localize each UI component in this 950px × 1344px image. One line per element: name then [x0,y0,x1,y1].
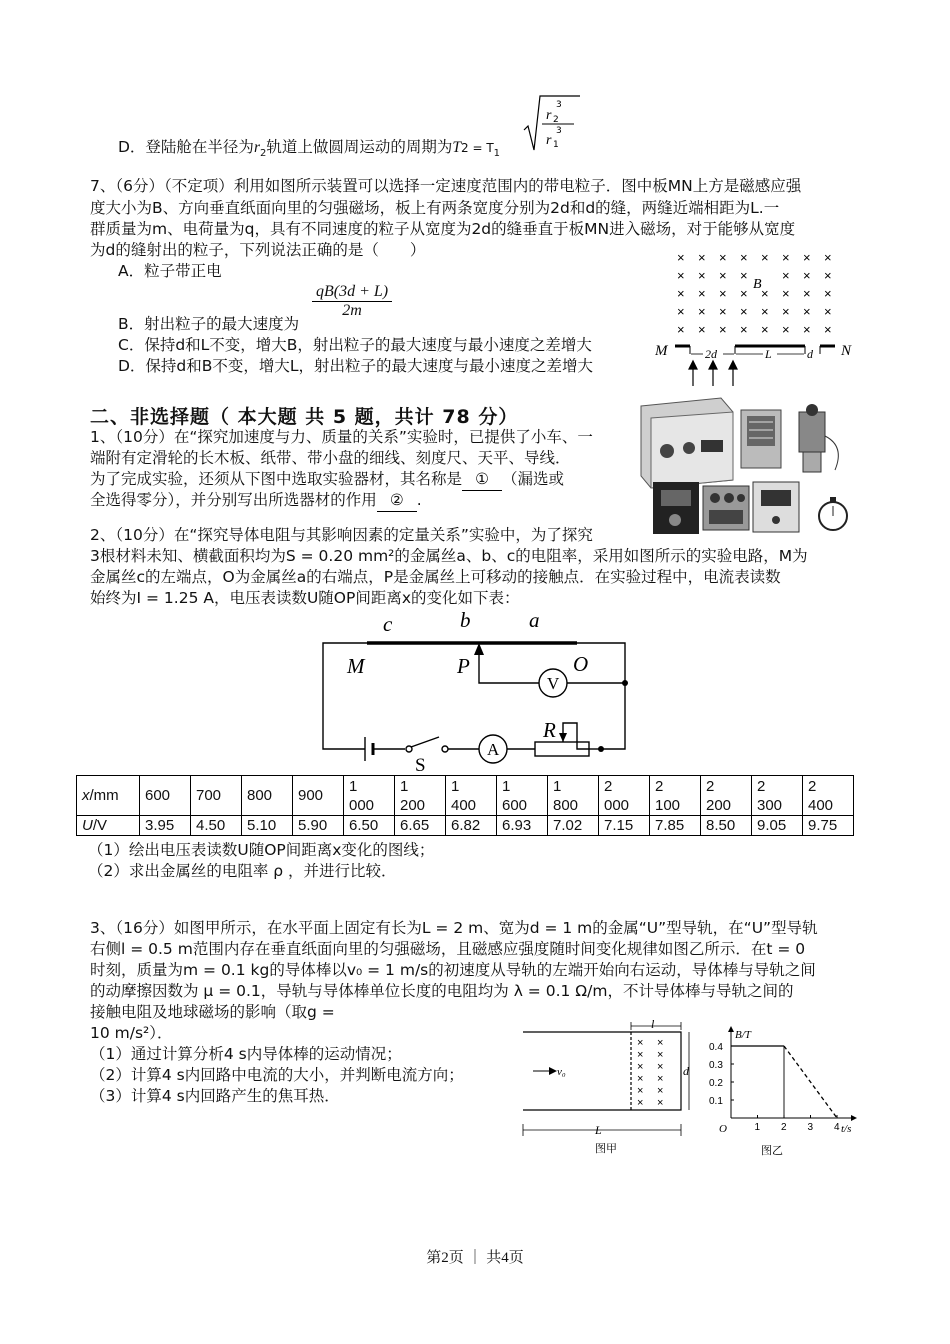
field-x-mark: × [761,304,769,319]
table-cell-x: 600 [140,776,191,816]
p1-line-2: 端附有定滑轮的长木板、纸带、带小盘的细线、刻度尺、天平、导线． [90,449,571,467]
field-x-mark: × [782,304,790,319]
svg-text:b: b [460,608,471,632]
field-x-mark: × [824,250,832,265]
svg-text:M: M [347,654,365,678]
y-tick-label: 0.1 [709,1096,723,1107]
p2-line-2: 3根材料未知、横截面积均为S = 0.20 mm²的金属丝a、b、c的电阻率，采用如图所示的实验电路，M为 [90,547,808,565]
p3-question-2: （2）计算4 s内回路中电流的大小，并判断电流方向； [90,1066,464,1084]
table-cell-x: 1 400 [446,776,497,816]
q7-option-b: B．射出粒子的最大速度为 [118,315,300,333]
radical-den: r [546,133,552,148]
field-x-mark: × [637,1061,644,1073]
radical-num: r [546,108,552,123]
field-x-mark: × [657,1061,664,1073]
field-x-mark: × [803,268,811,283]
p3-question-3: （3）计算4 s内回路产生的焦耳热． [90,1087,340,1105]
p2-question-1: （1）绘出电压表读数U随OP间距离x变化的图线； [88,841,435,859]
field-x-mark: × [719,304,727,319]
x-tick-label: 1 [754,1122,761,1133]
x-tick-label: 4 [834,1122,840,1133]
blank-1[interactable]: ① [462,469,502,491]
blank-2[interactable]: ② [377,490,417,512]
resistor-box-image [741,410,781,468]
p3-line-6: 10 m/s²）． [90,1024,173,1042]
svg-text:R: R [543,718,556,742]
table-cell-u: 9.05 [752,816,803,836]
series-segment-decline [784,1046,837,1118]
field-x-mark: × [698,304,706,319]
page-footer: 第2页 ｜ 共4页 [426,1250,524,1266]
q7-option-c: C．保持d和L不变，增大B，射出粒子的最大速度与最小速度之差增大 [118,336,592,354]
field-x-mark: × [637,1073,644,1085]
field-x-mark: × [719,322,727,337]
meter-image-1 [653,482,699,534]
table-row-u [77,816,854,836]
meter-image-2 [753,482,799,532]
p1-line-3: 为了完成实验，还须从下图中选取实验器材，其名称是 ① （漏选或 [90,469,564,491]
field-x-mark: × [637,1049,644,1061]
p3-figure-a [515,1018,695,1158]
p3-line-3: 时刻，质量为m = 0.1 kg的导体棒以v₀ = 1 m/s的初速度从导轨的左端开始向右运动，导体棒与导轨之间 [90,961,816,979]
q7-line-3: 群质量为m、电荷量为q，具有不同速度的粒子从宽度为2d的缝垂直于板MN进入磁场，对于能够从宽度 [90,220,796,238]
field-x-mark: × [719,250,727,265]
table-cell-u: 6.93 [497,816,548,836]
table-cell-x: 900 [293,776,344,816]
svg-text:B: B [753,277,762,292]
field-x-mark: × [740,322,748,337]
p1-line-4: 全选得零分），并分别写出所选器材的作用 ② . [90,490,422,512]
table-cell-u: 6.65 [395,816,446,836]
table-cell-x: 2 100 [650,776,701,816]
timer-image [799,404,838,472]
p2-question-2: （2）求出金属丝的电阻率 ρ ，并进行比较． [88,862,397,880]
table-cell-u: 7.85 [650,816,701,836]
table-cell-x: 2 300 [752,776,803,816]
x-axis-arrow [851,1115,857,1121]
svg-text:L: L [765,347,772,361]
field-x-mark: × [740,304,748,319]
field-x-mark: × [803,250,811,265]
table-header-x: x/mm [77,776,140,816]
field-x-mark: × [824,268,832,283]
field-x-mark: × [637,1085,644,1097]
q7-fraction: $\frac{qB(3d + L)}{2m}$ [312,283,392,320]
svg-text:l: l [651,1018,655,1031]
p2-line-4: 始终为I = 1.25 A，电压表读数U随OP间距离x的变化如下表： [90,589,520,607]
origin-label: O [719,1123,727,1135]
q7-option-d: D．保持d和B不变，增大L，射出粒子的最大速度与最小速度之差增大 [118,357,594,375]
p1-line-1: 1、（10分）在“探究加速度与力、质量的关系”实验时，已提供了小车、一 [90,428,593,446]
svg-text:N: N [841,343,852,359]
p3-line-2: 右侧l = 0.5 m范围内存在垂直纸面向里的匀强磁场，且磁感应强度随时间变化规律如图乙所示．在t = 0 [90,940,806,958]
y-axis-arrow [728,1026,734,1032]
svg-text:2d: 2d [705,347,717,361]
x-unit: /mm [89,787,119,804]
p2-line-3: 金属丝c的左端点，O为金属丝a的右端点，P是金属丝上可移动的接触点．在实验过程中，电流表读数 [90,568,781,586]
table-cell-x: 1 600 [497,776,548,816]
table-cell-u: 9.75 [803,816,854,836]
field-x-mark: × [719,286,727,301]
svg-text:3: 3 [556,126,562,136]
table-cell-u: 7.15 [599,816,650,836]
svg-text:图甲: 图甲 [595,1142,617,1155]
field-x-mark: × [698,268,706,283]
svg-text:d: d [807,347,813,361]
svg-text:3: 3 [556,100,562,110]
table-cell-u: 8.50 [701,816,752,836]
svg-text:M: M [655,343,668,359]
table-cell-x: 700 [191,776,242,816]
section-title: 二、非选择题（ 本大题 共 5 题，共计 78 分） [90,406,519,428]
q7-line-1: 7、（6分）（不定项）利用如图所示装置可以选择一定速度范围内的带电粒子．图中板MN上方是磁感应强 [90,177,802,195]
field-x-mark: × [657,1037,664,1049]
field-x-mark: × [761,250,769,265]
table-cell-x: 1 800 [548,776,599,816]
table-cell-u: 7.02 [548,816,599,836]
y-tick-label: 0.3 [709,1060,723,1071]
field-x-mark: × [761,286,769,301]
field-x-mark: × [803,304,811,319]
field-x-mark: × [824,304,832,319]
table-cell-u: 6.50 [344,816,395,836]
p1-apparatus-images [637,396,857,536]
svg-text:1: 1 [553,140,559,150]
table-cell-x: 2 200 [701,776,752,816]
y-tick-label: 0.2 [709,1078,723,1089]
table-cell-x: 2 400 [803,776,854,816]
field-x-mark: × [677,322,685,337]
svg-text:S: S [415,755,426,775]
field-x-mark: × [782,322,790,337]
y-axis-label: B/T [735,1029,751,1041]
p2-circuit-diagram [315,605,635,775]
table-cell-u: 3.95 [140,816,191,836]
field-x-mark: × [677,286,685,301]
field-x-mark: × [803,286,811,301]
svg-text:L: L [595,1123,602,1137]
table-row-x [77,776,854,816]
svg-text:O: O [573,652,589,676]
table-cell-x: 800 [242,776,293,816]
stopwatch-image [819,497,847,530]
svg-text:2: 2 [553,115,559,125]
field-x-mark: × [803,322,811,337]
svg-text:c: c [383,612,393,636]
power-supply-image [641,398,733,488]
field-x-mark: × [782,286,790,301]
field-x-mark: × [761,322,769,337]
field-x-mark: × [824,322,832,337]
x-tick-label: 3 [807,1122,814,1133]
x-tick-label: 2 [781,1122,787,1133]
table-cell-x: 2 000 [599,776,650,816]
p3-line-5: 接触电阻及地球磁场的影响（取g = [90,1003,335,1021]
field-x-mark: × [719,268,727,283]
y-tick-label: 0.4 [709,1042,723,1053]
field-x-mark: × [657,1073,664,1085]
svg-text:a: a [529,608,540,632]
x-axis-label: t/s [841,1123,852,1135]
p2-data-table [76,775,854,836]
q7-line-2: 度大小为B、方向垂直纸面向里的匀强磁场，板上有两条宽度分别为2d和d的缝，两缝近端相距为L.一 [90,199,780,217]
field-x-mark: × [740,250,748,265]
figure-caption: 图乙 [761,1144,783,1157]
field-x-mark: × [740,268,748,283]
field-x-mark: × [657,1085,664,1097]
field-x-mark: × [677,268,685,283]
p3-line-4: 的动摩擦因数为 μ = 0.1，导轨与导体棒单位长度的电阻均为 λ = 0.1 Ω/m，不计导体棒与导轨之间的 [90,982,794,1000]
table-cell-u: 5.90 [293,816,344,836]
svg-text:d: d [683,1064,689,1078]
field-x-mark: × [698,286,706,301]
table-cell-u: 6.82 [446,816,497,836]
p3-line-1: 3、（16分）如图甲所示，在水平面上固定有长为L = 2 m、宽为d = 1 m的金属“U”型导轨，在“U”型导轨 [90,919,818,937]
field-x-mark: × [637,1037,644,1049]
field-x-mark: × [657,1049,664,1061]
q7-option-a: A．粒子带正电 [118,262,222,280]
q7-magnetic-field-figure [655,248,855,388]
field-x-mark: × [698,250,706,265]
q7-line-4: 为d的缝射出的粒子，下列说法正确的是（ ） [90,241,426,259]
field-x-mark: × [677,304,685,319]
table-cell-x: 1 000 [344,776,395,816]
table-cell-x: 1 200 [395,776,446,816]
field-x-mark: × [657,1097,664,1109]
field-x-mark: × [677,250,685,265]
svg-text:P: P [457,654,470,678]
field-x-mark: × [637,1097,644,1109]
q6-option-d: D．登陆舱在半径为$r_2$轨道上做圆周运动的周期为$T2 = T_1$ [118,138,501,160]
table-header-u: U/V [77,816,140,836]
radical-sign [522,92,582,154]
p3-question-1: （1）通过计算分析4 s内导体棒的运动情况； [90,1045,402,1063]
field-x-mark: × [698,322,706,337]
svg-text:v₀: v₀ [557,1066,566,1078]
svg-text:A: A [487,740,500,759]
table-cell-u: 4.50 [191,816,242,836]
weights-image [703,486,749,530]
table-cell-u: 5.10 [242,816,293,836]
field-x-mark: × [740,286,748,301]
field-x-mark: × [782,268,790,283]
p3-figure-b-chart [705,1018,865,1158]
p2-line-1: 2、（10分）在“探究导体电阻与其影响因素的定量关系”实验中，为了探究 [90,526,593,544]
field-x-mark: × [824,286,832,301]
field-x-mark: × [782,250,790,265]
svg-text:V: V [547,674,560,693]
